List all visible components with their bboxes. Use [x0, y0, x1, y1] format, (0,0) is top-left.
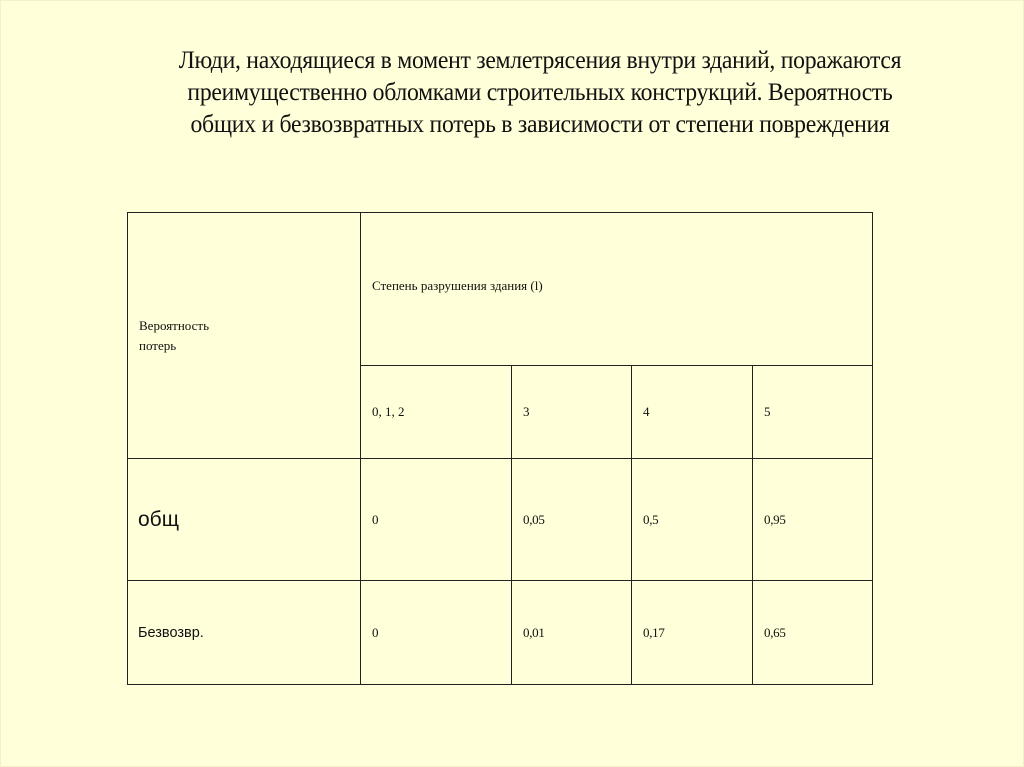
title-line-2: преимущественно обломками строительных конструкций. Вероятность: [187, 77, 893, 106]
group-header-cell: Степень разрушения здания (l): [361, 213, 873, 366]
table-row-irrecoverable: [128, 581, 873, 685]
row-label-irrecoverable: Безвозвр.: [128, 581, 361, 685]
row-label-total: общ: [128, 459, 361, 581]
value-irrecoverable-deg5: 0,65: [753, 581, 873, 685]
title-line-3: общих и безвозвратных потерь в зависимости от степени повреждения: [190, 109, 890, 138]
degree-header-0-1-2: 0, 1, 2: [361, 366, 512, 459]
slide-title: [94, 44, 987, 140]
corner-header-cell: [128, 213, 361, 459]
title-line-1: Люди, находящиеся в момент землетрясения внутри зданий, поражаются: [178, 45, 902, 74]
table-row-total: [128, 459, 873, 581]
loss-probability-table: [127, 212, 873, 685]
value-total-deg012: 0: [361, 459, 512, 581]
value-irrecoverable-deg012: 0: [361, 581, 512, 685]
degree-header-5: 5: [753, 366, 873, 459]
value-total-deg4: 0,5: [632, 459, 753, 581]
value-irrecoverable-deg3: 0,01: [512, 581, 632, 685]
corner-header-line-1: Вероятность: [139, 317, 210, 333]
value-total-deg3: 0,05: [512, 459, 632, 581]
header-row-group: [128, 213, 873, 366]
corner-header-line-2: потерь: [139, 337, 177, 353]
degree-header-3: 3: [512, 366, 632, 459]
value-total-deg5: 0,95: [753, 459, 873, 581]
value-irrecoverable-deg4: 0,17: [632, 581, 753, 685]
degree-header-4: 4: [632, 366, 753, 459]
